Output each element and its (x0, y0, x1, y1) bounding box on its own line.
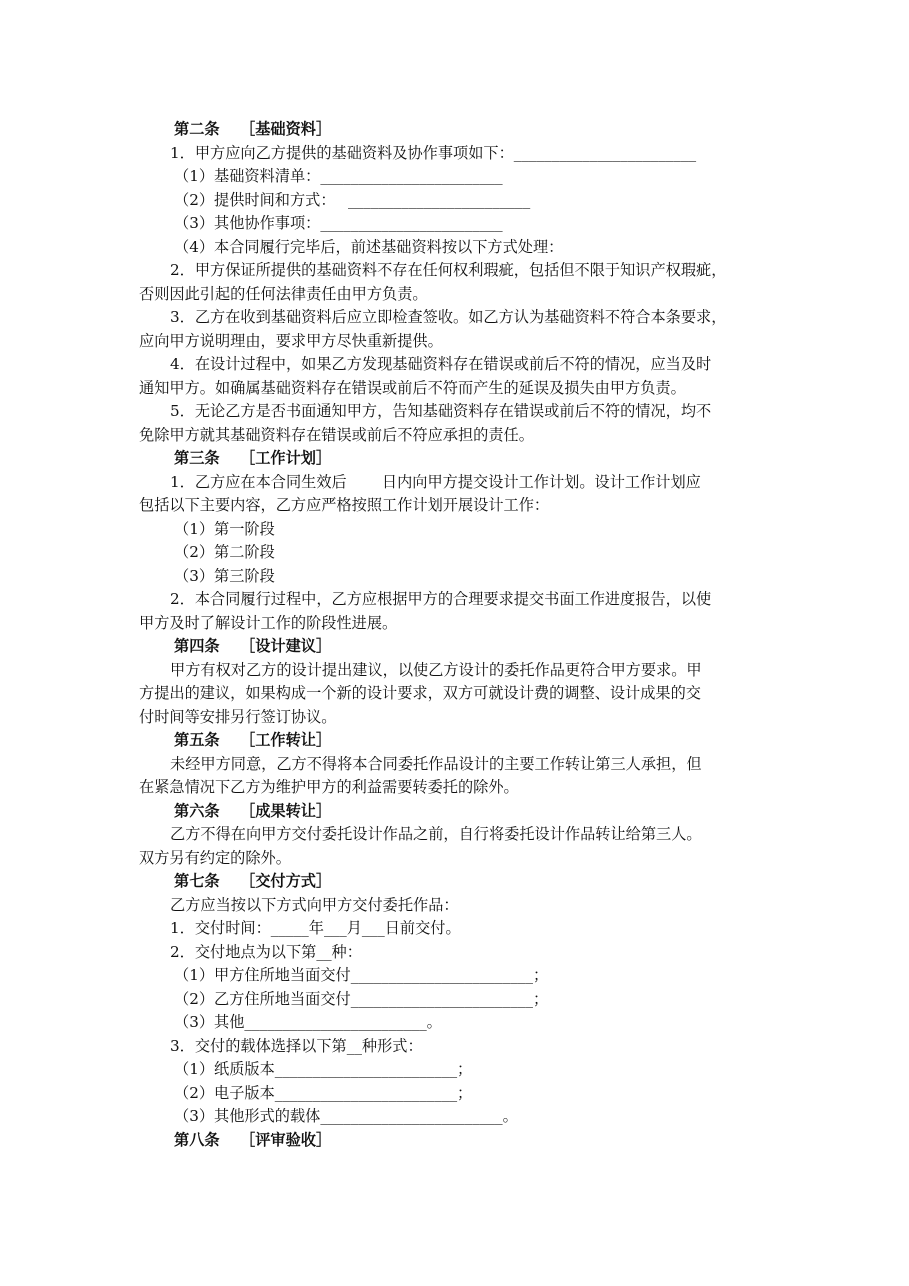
article-3-stage-1: （1）第一阶段 (174, 519, 275, 538)
article-4-line-3: 付时间等安排另行签订协议。 (139, 707, 337, 726)
article-7-place-option-2: （2）乙方住所地当面交付________________________； (174, 989, 549, 1008)
article-7-place-option-3: （3）其他________________________。 (174, 1013, 442, 1031)
article-3-item-1-line-2: 包括以下主要内容，乙方应严格按照工作计划开展设计工作： (139, 496, 550, 514)
article-3-item-2-line-2: 甲方及时了解设计工作的阶段性进展。 (139, 613, 398, 632)
article-7-intro: 乙方应当按以下方式向甲方交付委托作品： (170, 895, 459, 914)
article-2-subitem-4: （4）本合同履行完毕后，前述基础资料按以下方式处理： (174, 237, 564, 256)
contract-document (139, 118, 779, 1152)
article-2-item-2-line-2: 否则因此引起的任何法律责任由甲方负责。 (139, 284, 428, 303)
article-2-item-1: 1．甲方应向乙方提供的基础资料及协作事项如下：________________________ (170, 143, 697, 162)
article-7-heading: 第七条 ［交付方式］ (174, 872, 332, 890)
article-3-stage-3: （3）第三阶段 (174, 566, 275, 585)
article-5-line-2: 在紧急情况下乙方为维护甲方的利益需要转委托的除外。 (139, 778, 519, 796)
article-2-item-4-line-2: 通知甲方。如确属基础资料存在错误或前后不符而产生的延误及损失由甲方负责。 (139, 378, 686, 397)
article-2-subitem-1: （1）基础资料清单：________________________ (174, 167, 503, 185)
article-2-item-5-line-1: 5．无论乙方是否书面通知甲方，告知基础资料存在错误或前后不符的情况，均不 (170, 402, 712, 420)
article-2-subitem-3: （3）其他协作事项：________________________ (174, 214, 503, 232)
article-4-heading: 第四条 ［设计建议］ (174, 637, 332, 655)
article-2-item-2-line-1: 2．甲方保证所提供的基础资料不存在任何权利瑕疵，包括但不限于知识产权瑕疵， (170, 261, 727, 279)
article-2-item-5-line-2: 免除甲方就其基础资料存在错误或前后不符应承担的责任。 (139, 425, 534, 444)
article-4-line-1: 甲方有权对乙方的设计提出建议，以使乙方设计的委托作品更符合甲方要求。甲 (170, 660, 702, 679)
article-6-line-1: 乙方不得在向甲方交付委托设计作品之前，自行将委托设计作品转让给第三人。 (170, 825, 702, 843)
article-4-line-2: 方提出的建议，如果构成一个新的设计要求，双方可就设计费的调整、设计成果的交 (139, 684, 701, 702)
article-2-heading: 第二条 ［基础资料］ (174, 120, 332, 138)
article-6-heading: 第六条 ［成果转让］ (174, 801, 332, 820)
article-2-subitem-2: （2）提供时间和方式： ________________________ (174, 190, 531, 209)
article-6-line-2: 双方另有约定的除外。 (139, 848, 291, 867)
article-3-item-2-line-1: 2．本合同履行过程中，乙方应根据甲方的合理要求提交书面工作进度报告，以使 (170, 590, 712, 608)
article-8-heading: 第八条 ［评审验收］ (174, 1130, 332, 1149)
article-7-delivery-place: 2．交付地点为以下第__种： (170, 942, 362, 961)
article-3-stage-2: （2）第二阶段 (174, 543, 275, 561)
article-7-place-option-1: （1）甲方住所地当面交付________________________； (174, 966, 549, 984)
article-5-heading: 第五条 ［工作转让］ (174, 731, 332, 749)
article-2-item-3-line-1: 3．乙方在收到基础资料后应立即检查签收。如乙方认为基础资料不符合本条要求， (170, 308, 727, 326)
article-2-item-4-line-1: 4．在设计过程中，如果乙方发现基础资料存在错误或前后不符的情况，应当及时 (170, 355, 712, 373)
article-7-carrier-option-3: （3）其他形式的载体________________________。 (174, 1107, 518, 1125)
article-5-line-1: 未经甲方同意，乙方不得将本合同委托作品设计的主要工作转让第三人承担，但 (170, 754, 702, 773)
article-3-item-1-line-1: 1．乙方应在本合同生效后 日内向甲方提交设计工作计划。设计工作计划应 (170, 472, 701, 491)
article-3-heading: 第三条 ［工作计划］ (174, 449, 332, 467)
article-2-item-3-line-2: 应向甲方说明理由，要求甲方尽快重新提供。 (139, 331, 443, 350)
article-7-carrier: 3．交付的载体选择以下第__种形式： (170, 1036, 423, 1055)
article-7-carrier-option-2: （2）电子版本________________________； (174, 1083, 473, 1102)
article-7-delivery-time: 1．交付时间：_____年___月___日前交付。 (170, 919, 461, 937)
article-7-carrier-option-1: （1）纸质版本________________________； (174, 1060, 473, 1078)
